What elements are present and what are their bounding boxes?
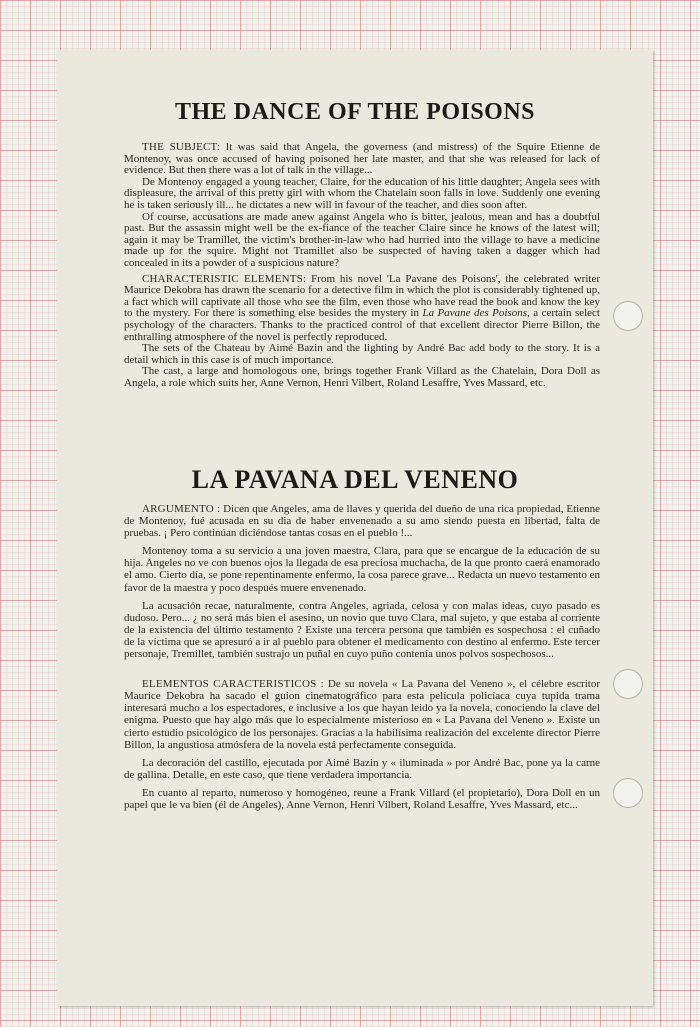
punch-hole — [613, 669, 643, 699]
characteristics-paragraph: The cast, a large and homologous one, brings together Frank Villard as the Chatelain, Dora Doll as Angela, a role which suits her, Anne Vernon, Henri Vilbert, Roland Lesaffre, Yves Massard, etc. — [124, 365, 600, 389]
press-sheet — [57, 50, 653, 1006]
elementos-paragraph: La decoración del castillo, ejecutada por Aimé Bazin y « iluminada » por André Bac, pone ya la carne de gallina. Detalle, en este caso, que tiene verdadera importancia. — [124, 756, 600, 781]
argumento-paragraph: ARGUMENTO : Dicen que Angeles, ama de llaves y querida del dueño de una rica propiedad, Etienne de Montenoy, fué acusada en su dia de haber envenenado a su amo siendo puesta en libertad, falta de pruebas. ¡ Pero continúan diciéndose tantas cosas en el pueblo !... — [124, 503, 600, 540]
elementos-heading: ELEMENTOS CARACTERISTICOS : — [142, 678, 324, 691]
elementos-paragraph: ELEMENTOS CARACTERISTICOS : De su novela « La Pavana del Veneno », el célebre escritor Maurice Dekobra ha sacado el guion cinematográfico para esta película policíaca cuya tupida trama interesará mucho a los espectadores, e inclusive a los que hayan leido ya la novela, conociendo la clave del enigma. Puesto que hay algo más que lo especialmente misterioso en « La Pavana del Veneno ». Existe un cierto estudio psicológico de los personajes. Gracias a la habilísima realización del excelente director Pierre Billon, la angustiosa atmósfera de la novela está perfectamente conseguida. — [124, 678, 600, 751]
subject-paragraph: De Montenoy engaged a young teacher, Claire, for the education of his little daughter; Angela sees with displeasure, the arrival of this pretty girl with whom the Chatelain soon falls in love. Suddenly one evening he is taken seriously ill... he dictates a new will in favour of the teacher, and dies soon after. — [124, 175, 600, 211]
argumento-paragraph: Montenoy toma a su servicio a una joven maestra, Clara, para que se encargue de la educación de su hija. Angeles no ve con buenos ojos la llegada de esa preciosa muchacha, de la que pronto caerá enamorado el amo. Cierto día, se pone repentinamente enfermo, la cosa parece grave... Redacta un nuevo testamento en favor de la maestra y poco después muere envenenado. — [124, 545, 600, 594]
english-synopsis — [124, 142, 600, 389]
subject-paragraph: THE SUBJECT: It was said that Angela, the governess (and mistress) of the Squire Etienne de Montenoy, was once accused of having poisoned her late master, and that she was released for lack of evidence. But then there was a lot of talk in the village... — [124, 141, 600, 177]
argumento-paragraph: La acusación recae, naturalmente, contra Angeles, agriada, celosa y con malas ideas, cuyo pasado es dudoso. Pero... ¿ no será más bien el asesino, un novio que tuvo Clara, mal sujeto, y que estaba al corriente de la existencia del último testamento ? Existe una tercera persona que también es sospechosa : el cuñado de la víctima que se apresuró a ir al pueblo para obtener el medicamento con destino al enfermo. Este tercer personaje, Tremillet, también sustrajo un puñal en cuyo puño contenía unos polvos sospechosos... — [124, 599, 600, 661]
argumento-heading: ARGUMENTO : — [142, 503, 221, 515]
subject-paragraph: Of course, accusations are made anew against Angela who is bitter, jealous, mean and has a doubtful past. But the assassin might well be the ex-fiance of the teacher Claire since he knows of the latest will; again it may be Tramillet, the victim's brother-in-law who had hurried into the village to have a medicine made up for the squire. Might not Tramillet also be suspected of having taken a dagger which had concealed in its a powder of a suspicious nature? — [124, 210, 600, 269]
punch-hole — [613, 301, 643, 331]
subject-heading: THE SUBJECT: — [142, 141, 221, 153]
spanish-title: LA PAVANA DEL VENENO — [191, 465, 519, 494]
elementos-paragraph: En cuanto al reparto, numeroso y homogéneo, reune a Frank Villard (el propietario), Dora Doll en un papel que le va bien (él de Angeles), Anne Vernon, Henri Vilbert, Roland Lesaffre, Yves Massard, etc... — [124, 786, 600, 811]
punch-hole — [613, 778, 643, 808]
spanish-synopsis — [124, 503, 600, 811]
english-title: THE DANCE OF THE POISONS — [174, 99, 536, 125]
characteristics-heading: CHARACTERISTIC ELEMENTS: — [142, 272, 307, 285]
characteristics-paragraph: The sets of the Chateau by Aimé Bazin and the lighting by André Bac add body to the story. It is a detail which in this case is of much importance. — [124, 342, 600, 366]
characteristics-paragraph: CHARACTERISTIC ELEMENTS: From his novel 'La Pavane des Poisons', the celebrated writer Maurice Dekobra has drawn the scenario for a detective film in which the plot is considerably tightened up, a fact which will captivate all those who see the film, even those who have read the book and know the key to the mystery. For there is something else besides the mystery in La Pavane des Poisons, a certain select psychology of the characters. Thanks to the practiced control of that excellent director Pierre Billon, the enthralling atmosphere of the novel is perfectly reproduced. — [124, 272, 600, 343]
